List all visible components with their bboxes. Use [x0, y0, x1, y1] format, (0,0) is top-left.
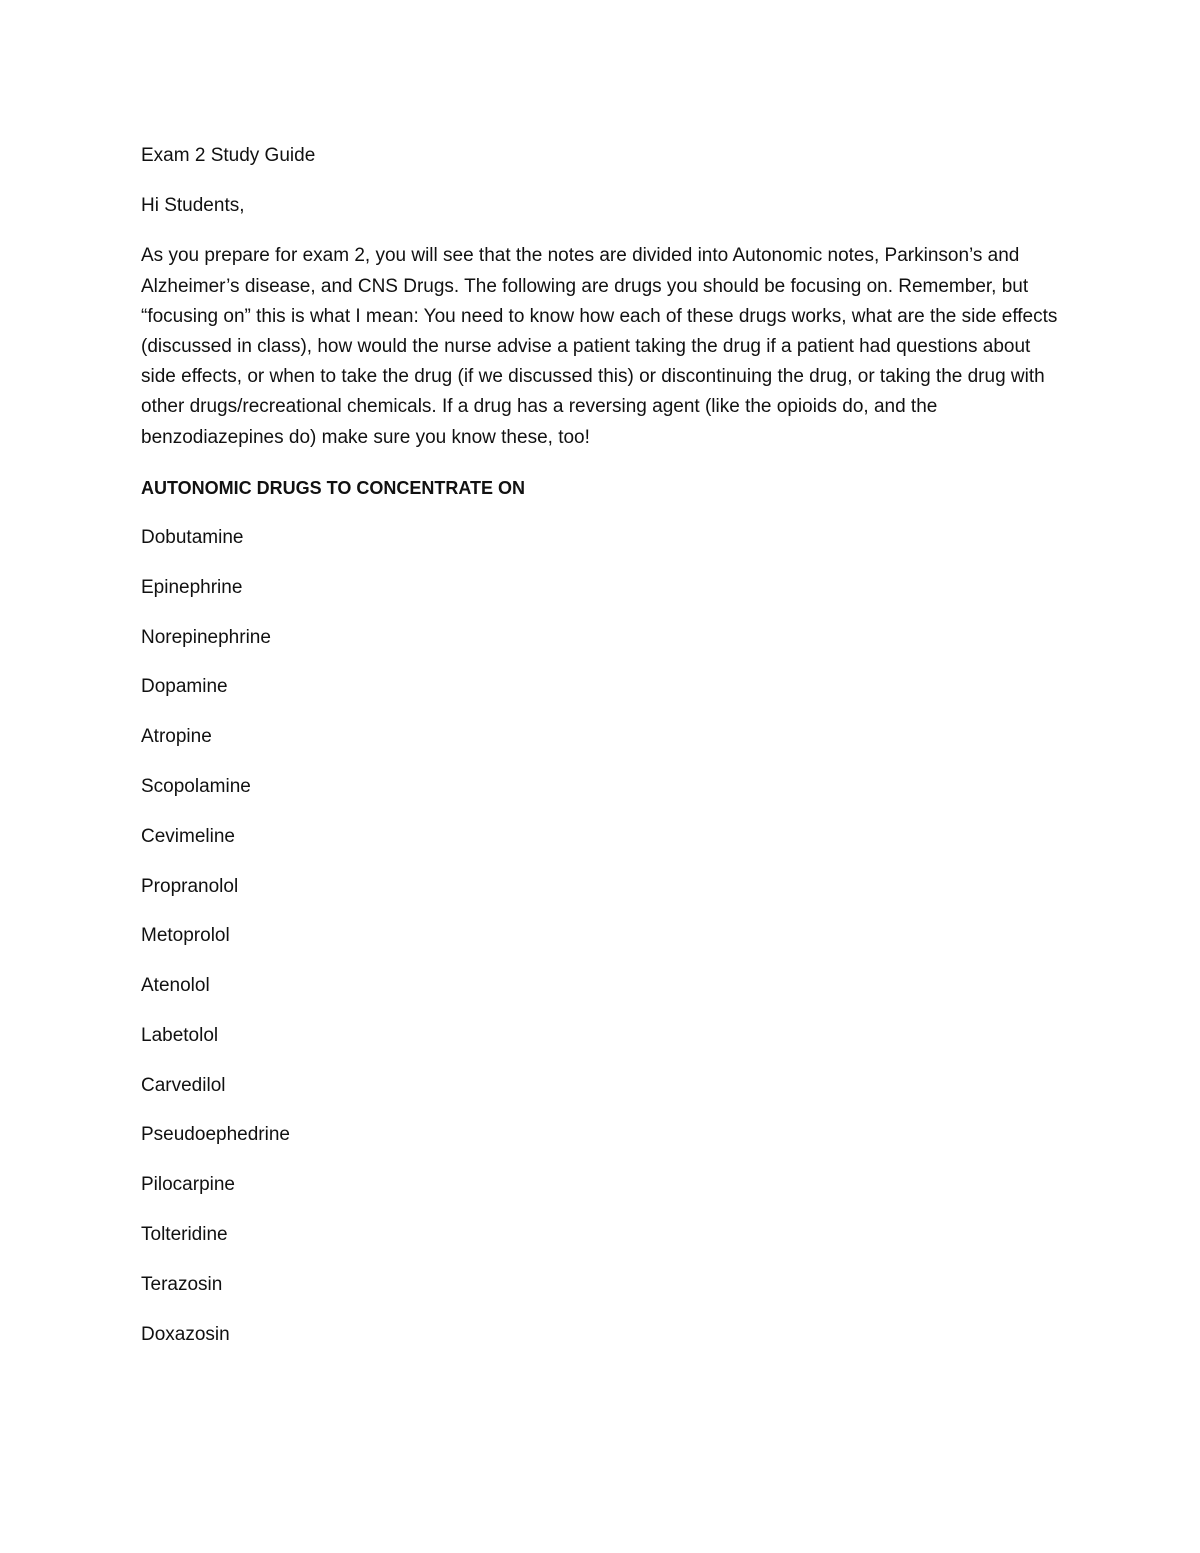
- document-title: Exam 2 Study Guide: [141, 145, 316, 166]
- drug-item: Dopamine: [141, 676, 228, 698]
- drug-item: Dobutamine: [141, 527, 244, 549]
- intro-paragraph: As you prepare for exam 2, you will see that the notes are divided into Autonomic notes, Parkinson’s and Alzheimer’s disease, and CNS Drugs. The following are drugs you should be focusing on. Remember, but “focusing on” this is what I mean: You need to know how each of these drugs works, what are the side effects (discussed in class), how would the nurse advise a patient taking the drug if a patient had questions about side effects, or when to take the drug (if we discussed this) or discontinuing the drug, or taking the drug with other drugs/recreational chemicals. If a drug has a reversing agent (like the opioids do, and the benzodiazepines do) make sure you know these, too!: [141, 245, 1058, 448]
- drug-item: Epinephrine: [141, 576, 243, 598]
- drug-item: Carvedilol: [141, 1074, 226, 1096]
- drug-item: Pilocarpine: [141, 1174, 235, 1196]
- drug-item: Atenolol: [141, 975, 210, 997]
- drug-item: Tolteridine: [141, 1223, 228, 1245]
- drug-item: Norepinephrine: [141, 626, 271, 648]
- drug-item: Propranolol: [141, 875, 239, 897]
- drug-item: Terazosin: [141, 1273, 223, 1295]
- drug-item: Metoprolol: [141, 925, 230, 947]
- drug-item: Scopolamine: [141, 775, 251, 797]
- drug-item: Atropine: [141, 726, 212, 748]
- section-heading: AUTONOMIC DRUGS TO CONCENTRATE ON: [141, 477, 526, 498]
- drug-item: Pseudoephedrine: [141, 1124, 290, 1146]
- greeting: Hi Students,: [141, 195, 245, 217]
- drug-item: Cevimeline: [141, 825, 235, 847]
- drug-list: [141, 523, 1061, 1350]
- document-body: [141, 141, 1061, 1369]
- drug-item: Doxazosin: [141, 1323, 230, 1345]
- drug-item: Labetolol: [141, 1024, 219, 1046]
